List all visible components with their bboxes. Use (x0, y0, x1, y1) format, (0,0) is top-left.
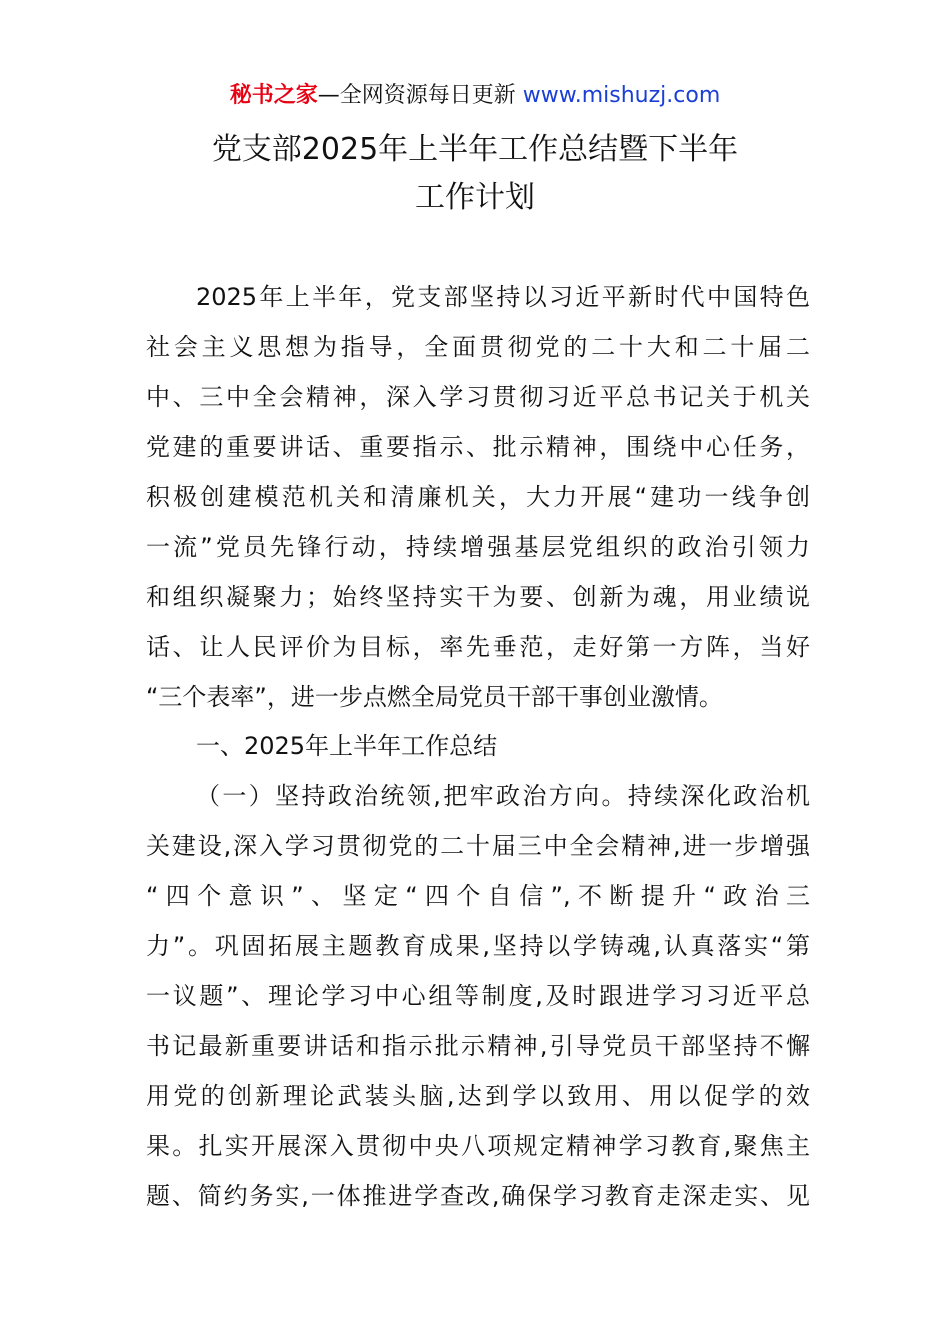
text-line: 一流”党员先锋行动，持续增强基层党组织的政治引领力 (146, 533, 810, 561)
document-title-line-1: 党支部2025年上半年工作总结暨下半年 (211, 132, 739, 167)
text-line: 话、让人民评价为目标，率先垂范，走好第一方阵，当好 (146, 633, 810, 661)
text-line: 中、三中全会精神，深入学习贯彻习近平总书记关于机关 (146, 383, 810, 411)
text-line: 题、简约务实,一体推进学查改,确保学习教育走深走实、见 (146, 1182, 810, 1210)
site-url-link[interactable]: www.mishuzj.com (522, 83, 721, 108)
text-line: 果。扎实开展深入贯彻中央八项规定精神学习教育,聚焦主 (146, 1132, 810, 1160)
header-tagline: —全网资源每日更新 (317, 83, 523, 108)
text-line: 社会主义思想为指导，全面贯彻党的二十大和二十届二 (146, 333, 810, 361)
document-title-line-2: 工作计划 (415, 180, 535, 215)
text-line: 积极创建模范机关和清廉机关，大力开展“建功一线争创 (146, 483, 810, 511)
text-line: 和组织凝聚力；始终坚持实干为要、创新为魂，用业绩说 (146, 583, 810, 611)
text-line: 关建设,深入学习贯彻党的二十届三中全会精神,进一步增强 (146, 832, 810, 860)
text-line: 力”。巩固拓展主题教育成果,坚持以学铸魂,认真落实“第 (146, 932, 810, 960)
intro-paragraph (146, 272, 810, 722)
text-line: 2025年上半年，党支部坚持以习近平新时代中国特色 (196, 283, 810, 311)
text-line: “四个意识”、坚定“四个自信”,不断提升“政治三 (146, 882, 810, 910)
text-line: “三个表率”，进一步点燃全局党员干部干事创业激情。 (146, 683, 723, 711)
text-line: 书记最新重要讲话和指示批示精神,引导党员干部坚持不懈 (146, 1032, 810, 1060)
brand-name: 秘书之家 (229, 83, 318, 108)
text-line: 一议题”、理论学习中心组等制度,及时跟进学习习近平总 (146, 982, 810, 1010)
text-line: （一）坚持政治统领,把牢政治方向。持续深化政治机 (196, 782, 810, 810)
section-paragraph (146, 771, 810, 1221)
section-heading: 一、2025年上半年工作总结 (196, 732, 498, 760)
site-header (0, 80, 950, 112)
text-line: 用党的创新理论武装头脑,达到学以致用、用以促学的效 (146, 1082, 810, 1110)
text-line: 党建的重要讲话、重要指示、批示精神，围绕中心任务， (146, 433, 810, 461)
